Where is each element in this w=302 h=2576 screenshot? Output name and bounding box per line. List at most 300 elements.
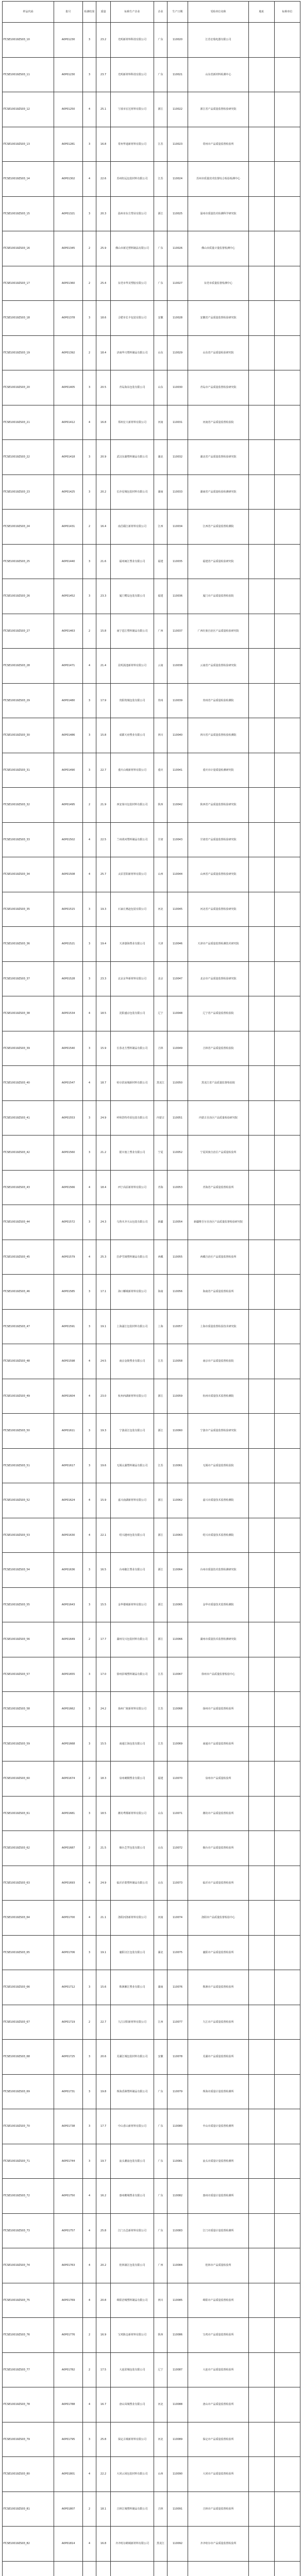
table-cell: ITCSE10019ZS03_65 — [3, 1935, 54, 1970]
table-cell: 18.5 — [96, 996, 111, 1031]
table-cell: 汕头潮汕包装有限公司 — [111, 2144, 154, 2179]
table-cell: ITCSE10019ZS03_17 — [3, 266, 54, 301]
table-cell: 110024 — [167, 162, 188, 197]
table-cell: 宝鸡市产品质量监督检验所 — [188, 2318, 249, 2353]
table-cell — [249, 1448, 275, 1483]
table-cell: 3 — [83, 1657, 96, 1692]
table-cell: 山西 — [154, 857, 167, 892]
table-cell: 110061 — [167, 1448, 188, 1483]
table-row — [3, 1100, 300, 1136]
column-header: 标称生产企业 — [111, 2, 154, 23]
table-cell — [249, 2283, 275, 2318]
table-cell: A0P01757 — [54, 2213, 83, 2248]
column-header: 标称单位 — [275, 2, 300, 23]
table-cell: ITCSE10019ZS03_48 — [3, 1344, 54, 1379]
table-cell: A0P01763 — [54, 2248, 83, 2283]
table-row — [3, 1622, 300, 1657]
table-row — [3, 961, 300, 996]
table-cell: 大连市产品质量监督检验所 — [188, 2352, 249, 2387]
table-cell: A0P01360 — [54, 266, 83, 301]
table-cell — [275, 2457, 300, 2492]
table-cell: 四川 — [154, 2283, 167, 2318]
table-cell: 南京金陵塑业有限公司 — [111, 1344, 154, 1379]
table-row — [3, 1031, 300, 1066]
table-cell: 3 — [83, 927, 96, 962]
table-cell: 3 — [83, 544, 96, 579]
table-cell: 福建省产品质量检验研究院 — [188, 544, 249, 579]
table-cell: 潍坊鸢都新材料有限公司 — [111, 1796, 154, 1831]
table-cell — [275, 1309, 300, 1344]
table-cell: 内蒙古自治区产品质量检验研究院 — [188, 1100, 249, 1136]
table-cell: 4 — [83, 2248, 96, 2283]
table-cell: 110029 — [167, 335, 188, 370]
table-cell — [275, 1622, 300, 1657]
table-cell: 徐州彭城塑料制品有限公司 — [111, 1657, 154, 1692]
table-cell: 3 — [83, 1935, 96, 1970]
table-cell: 甘肃省产品质量监督检验研究院 — [188, 822, 249, 857]
table-cell — [275, 1866, 300, 1901]
table-cell: 3 — [83, 127, 96, 162]
table-cell: 110062 — [167, 1483, 188, 1518]
table-cell: 江苏 — [154, 127, 167, 162]
table-cell: A0P01700 — [54, 1901, 83, 1936]
table-cell: ITCSE10019ZS03_23 — [3, 474, 54, 510]
table-cell — [249, 2422, 275, 2457]
table-row — [3, 683, 300, 718]
table-row — [3, 2318, 300, 2353]
table-cell: 22.5 — [96, 822, 111, 857]
table-cell — [275, 23, 300, 58]
table-cell: 2 — [83, 788, 96, 823]
table-cell: 16.9 — [96, 2318, 111, 2353]
table-cell: 17.1 — [96, 1275, 111, 1310]
table-cell: 天津 — [154, 927, 167, 962]
table-cell: A0P01687 — [54, 1831, 83, 1866]
table-row — [3, 2144, 300, 2179]
table-cell: 110089 — [167, 2422, 188, 2457]
table-cell — [249, 1796, 275, 1831]
table-cell: A0P01534 — [54, 996, 83, 1031]
table-cell — [275, 683, 300, 718]
table-cell: A0P01668 — [54, 1726, 83, 1761]
table-cell: ITCSE10019ZS03_29 — [3, 683, 54, 718]
table-cell: 东莞市质量监督检测中心 — [188, 266, 249, 301]
table-cell — [249, 510, 275, 545]
table-cell: 16.5 — [96, 1553, 111, 1588]
table-cell — [249, 892, 275, 927]
table-cell: 宁波市产品质量监督检验研究院 — [188, 1414, 249, 1449]
table-cell: 湖北省产品质量监督检验研究院 — [188, 440, 249, 475]
table-cell: ITCSE10019ZS03_40 — [3, 1066, 54, 1101]
table-cell: 山东 — [154, 1796, 167, 1831]
table-cell: 太原晋阳新材料有限公司 — [111, 857, 154, 892]
table-cell: 22.7 — [96, 2005, 111, 2040]
table-cell: 天津渤海塑业有限公司 — [111, 927, 154, 962]
table-cell: 110022 — [167, 92, 188, 127]
table-cell: 广东 — [154, 266, 167, 301]
table-cell — [275, 1100, 300, 1136]
table-cell: 陕西省产品质量监督检验研究院 — [188, 788, 249, 823]
table-cell: 110020 — [167, 23, 188, 58]
table-cell: ITCSE10019ZS03_41 — [3, 1100, 54, 1136]
table-cell: 广西 — [154, 2248, 167, 2283]
table-cell — [249, 1100, 275, 1136]
table-cell: 110025 — [167, 196, 188, 231]
table-row — [3, 335, 300, 370]
table-cell: A0P01693 — [54, 1866, 83, 1901]
table-cell — [249, 1344, 275, 1379]
table-cell: 广东 — [154, 2144, 167, 2179]
table-cell: 贵州 — [154, 683, 167, 718]
table-cell: 九江浔阳新材料有限公司 — [111, 2005, 154, 2040]
table-cell: 苏州市质量技术监督综合检验检测中心 — [188, 162, 249, 197]
table-row — [3, 2527, 300, 2562]
table-cell: 4 — [83, 1170, 96, 1205]
table-cell: 山东 — [154, 335, 167, 370]
table-cell: 19.6 — [96, 1448, 111, 1483]
table-cell: 110040 — [167, 718, 188, 753]
table-cell — [249, 2248, 275, 2283]
table-cell: 110063 — [167, 1518, 188, 1553]
table-cell: A0P01795 — [54, 2422, 83, 2457]
table-cell: 江苏 — [154, 1726, 167, 1761]
table-cell — [249, 1622, 275, 1657]
table-cell: 福州闽江塑业有限公司 — [111, 544, 154, 579]
table-cell: ITCSE10019ZS03_12 — [3, 92, 54, 127]
table-cell: 22.6 — [96, 162, 111, 197]
table-cell: 15.9 — [96, 1031, 111, 1066]
table-cell: 2 — [83, 266, 96, 301]
table-cell: 中山香山新材料有限公司 — [111, 2109, 154, 2144]
table-cell: A0P01431 — [54, 510, 83, 545]
table-cell: 25.8 — [96, 2422, 111, 2457]
table-row — [3, 440, 300, 475]
column-header: 质量 — [96, 2, 111, 23]
table-cell: 宁波甬江包装有限公司 — [111, 1414, 154, 1449]
table-cell: 110070 — [167, 1761, 188, 1797]
table-cell: 上海 — [154, 1309, 167, 1344]
table-cell: A0P01463 — [54, 614, 83, 649]
table-cell: 石家庄燕赵包装有限公司 — [111, 892, 154, 927]
table-cell: 无锡太湖塑料制品有限公司 — [111, 1448, 154, 1483]
table-cell — [275, 1518, 300, 1553]
table-cell: 4 — [83, 2527, 96, 2562]
table-cell: 16.8 — [96, 127, 111, 162]
table-cell: 吉林省产品质量监督检验院 — [188, 1031, 249, 1066]
table-cell: 泉州市产品质量检验所 — [188, 1761, 249, 1797]
table-cell: 3 — [83, 753, 96, 788]
table-cell: 3 — [83, 1031, 96, 1066]
table-cell: 3 — [83, 370, 96, 405]
table-cell: 浙江 — [154, 1379, 167, 1414]
table-cell: 吉林江城塑料制品有限公司 — [111, 2492, 154, 2527]
table-cell: ITCSE10019ZS03_73 — [3, 2213, 54, 2248]
table-cell: 珠海市质量计量监督检测所 — [188, 2074, 249, 2109]
table-cell: 15.5 — [96, 1587, 111, 1622]
table-cell: 4 — [83, 649, 96, 684]
table-row — [3, 1483, 300, 1518]
table-cell: 汕头市质量计量监督检测所 — [188, 2144, 249, 2179]
table-row — [3, 822, 300, 857]
column-header: 企业 — [154, 2, 167, 23]
table-cell: 3 — [83, 1970, 96, 2005]
table-cell: 3 — [83, 1205, 96, 1240]
table-cell: A0P01662 — [54, 1692, 83, 1727]
table-cell — [275, 2040, 300, 2075]
table-row — [3, 753, 300, 788]
table-cell: 15.8 — [96, 614, 111, 649]
table-cell: 2 — [83, 2492, 96, 2527]
table-cell: 3 — [83, 301, 96, 336]
table-cell: 15.9 — [96, 1483, 111, 1518]
table-cell: 苏州恒远包装材料有限公司 — [111, 162, 154, 197]
table-cell: 16.8 — [96, 2527, 111, 2562]
table-cell: 成都天府塑业有限公司 — [111, 718, 154, 753]
table-cell: 杭州西湖新材料有限公司 — [111, 1379, 154, 1414]
table-cell: 16.8 — [96, 405, 111, 440]
table-row — [3, 162, 300, 197]
table-cell: 浙江 — [154, 1518, 167, 1553]
table-cell: 青海 — [154, 1170, 167, 1205]
table-cell: 福建 — [154, 579, 167, 614]
table-cell: 2 — [83, 2352, 96, 2387]
table-cell: ITCSE10019ZS03_63 — [3, 1866, 54, 1901]
table-cell: 新疆 — [154, 1205, 167, 1240]
table-cell: 4 — [83, 1379, 96, 1414]
table-cell: 110071 — [167, 1796, 188, 1831]
table-cell: 云南省产品质量监督检验研究院 — [188, 649, 249, 684]
table-cell: 17.7 — [96, 2109, 111, 2144]
table-cell: ITCSE10019ZS03_58 — [3, 1692, 54, 1727]
table-cell — [275, 1170, 300, 1205]
table-cell: 110066 — [167, 1622, 188, 1657]
table-cell: 110045 — [167, 892, 188, 927]
table-cell: 安徽 — [154, 2040, 167, 2075]
table-cell: A0P01521 — [54, 927, 83, 962]
table-cell: 110075 — [167, 1935, 188, 1970]
table-cell: 110036 — [167, 579, 188, 614]
table-cell: 南宁邕江塑料制品有限公司 — [111, 614, 154, 649]
table-cell — [275, 961, 300, 996]
table-cell: 宁波市宏达材料有限公司 — [111, 92, 154, 127]
table-cell: ITCSE10019ZS03_69 — [3, 2074, 54, 2109]
table-cell: 郑州宏大新材料有限公司 — [111, 405, 154, 440]
table-cell: ITCSE10019ZS03_78 — [3, 2387, 54, 2422]
table-cell — [275, 822, 300, 857]
table-row — [3, 1136, 300, 1171]
table-cell: 3 — [83, 1587, 96, 1622]
table-cell: 25.7 — [96, 857, 111, 892]
table-cell: ITCSE10019ZS03_34 — [3, 857, 54, 892]
table-cell: 长春北方塑料制品有限公司 — [111, 1031, 154, 1066]
table-cell: 山东省新材料检测中心 — [188, 57, 249, 92]
table-cell: 3 — [83, 196, 96, 231]
table-cell: ITCSE10019ZS03_71 — [3, 2144, 54, 2179]
table-cell — [275, 2492, 300, 2527]
table-cell: ITCSE10019ZS03_77 — [3, 2352, 54, 2387]
table-cell: 110053 — [167, 1170, 188, 1205]
table-cell: 110064 — [167, 1553, 188, 1588]
table-cell: A0P01440 — [54, 544, 83, 579]
table-cell — [249, 2040, 275, 2075]
table-cell — [275, 92, 300, 127]
table-cell — [275, 2005, 300, 2040]
table-cell: 2 — [83, 1831, 96, 1866]
table-cell — [275, 2387, 300, 2422]
table-cell: A0P01418 — [54, 440, 83, 475]
table-cell — [275, 196, 300, 231]
table-cell: 杭州市质量技术监督检测院 — [188, 1379, 249, 1414]
table-cell: 17.0 — [96, 1657, 111, 1692]
table-cell: A0P01579 — [54, 1240, 83, 1275]
table-cell: 芜湖市产品质量监督检验所 — [188, 2040, 249, 2075]
table-cell: A0P01681 — [54, 1796, 83, 1831]
table-cell: 19.3 — [96, 892, 111, 927]
table-cell — [275, 474, 300, 510]
table-cell: A0P01591 — [54, 1309, 83, 1344]
table-cell — [249, 788, 275, 823]
table-cell: 19.3 — [96, 1414, 111, 1449]
table-cell: A0P01281 — [54, 127, 83, 162]
table-row — [3, 718, 300, 753]
table-cell — [249, 1831, 275, 1866]
table-cell: 广东 — [154, 23, 167, 58]
table-cell: 110083 — [167, 2213, 188, 2248]
table-cell — [249, 2213, 275, 2248]
table-cell: 沈阳盛京包装有限公司 — [111, 996, 154, 1031]
table-cell — [249, 579, 275, 614]
table-cell: 合肥市长丰包装有限公司 — [111, 301, 154, 336]
table-cell — [249, 301, 275, 336]
table-cell — [275, 2179, 300, 2214]
table-cell: 浙江省产品质量监督检验研究院 — [188, 92, 249, 127]
table-cell — [249, 1205, 275, 1240]
table-cell: 110042 — [167, 788, 188, 823]
table-cell: 3 — [83, 892, 96, 927]
table-cell — [249, 2492, 275, 2527]
table-cell: A0P01624 — [54, 1483, 83, 1518]
table-cell: 拉萨雪域塑料制品有限公司 — [111, 1240, 154, 1275]
table-cell — [249, 1553, 275, 1588]
table-cell — [249, 1970, 275, 2005]
table-cell: 3 — [83, 2074, 96, 2109]
table-cell: 18.6 — [96, 301, 111, 336]
table-cell: 台州市质量技术监督检测研究院 — [188, 1553, 249, 1588]
table-cell: ITCSE10019ZS03_20 — [3, 370, 54, 405]
table-cell: ITCSE10019ZS03_76 — [3, 2318, 54, 2353]
table-cell: 桂林漓江包装有限公司 — [111, 2248, 154, 2283]
table-cell: 金华市质量技术监督检测院 — [188, 1587, 249, 1622]
table-cell: 上海浦江包装材料有限公司 — [111, 1309, 154, 1344]
table-cell — [249, 614, 275, 649]
table-cell: 110081 — [167, 2144, 188, 2179]
table-cell: 浙江 — [154, 92, 167, 127]
table-cell — [249, 1657, 275, 1692]
table-cell: 110078 — [167, 2040, 188, 2075]
table-cell: 3 — [83, 474, 96, 510]
table-cell: 25.3 — [96, 1240, 111, 1275]
table-cell: 江西 — [154, 510, 167, 545]
table-cell: 中山市质量计量监督检测所 — [188, 2109, 249, 2144]
table-cell: 23.7 — [96, 57, 111, 92]
table-cell: 青海省产品质量监督检验所 — [188, 1170, 249, 1205]
table-cell: 浙江 — [154, 1553, 167, 1588]
table-cell: ITCSE10019ZS03_60 — [3, 1761, 54, 1797]
table-cell: ITCSE10019ZS03_25 — [3, 544, 54, 579]
table-cell — [275, 162, 300, 197]
table-cell: 广东 — [154, 2109, 167, 2144]
table-cell: ITCSE10019ZS03_16 — [3, 231, 54, 266]
table-cell — [249, 1692, 275, 1727]
table-row — [3, 1761, 300, 1797]
table-cell: ITCSE10019ZS03_14 — [3, 162, 54, 197]
table-cell: 23.3 — [96, 579, 111, 614]
table-cell: 20.6 — [96, 2040, 111, 2075]
table-cell: 吉林 — [154, 2492, 167, 2527]
table-cell: 20.2 — [96, 474, 111, 510]
table-cell: ITCSE10019ZS03_53 — [3, 1518, 54, 1553]
table-cell: 洛阳河洛新材料有限公司 — [111, 1901, 154, 1936]
table-cell: 2 — [83, 2318, 96, 2353]
table-cell: A0P01486 — [54, 718, 83, 753]
table-cell: 2 — [83, 1761, 96, 1797]
table-cell: 福建 — [154, 1761, 167, 1797]
table-cell: 绍兴越州包装有限公司 — [111, 1518, 154, 1553]
table-cell — [249, 1136, 275, 1171]
table-cell: 浙江 — [154, 196, 167, 231]
table-cell — [275, 2213, 300, 2248]
table-cell: 2 — [83, 1622, 96, 1657]
table-cell: A0P01528 — [54, 961, 83, 996]
table-row — [3, 1935, 300, 1970]
table-cell: ITCSE10019ZS03_10 — [3, 23, 54, 58]
table-cell: 19.1 — [96, 1935, 111, 1970]
table-cell: 19.7 — [96, 2144, 111, 2179]
table-cell: 4 — [83, 2213, 96, 2248]
table-cell: 110088 — [167, 2387, 188, 2422]
table-cell: 四川 — [154, 718, 167, 753]
table-cell: 21.6 — [96, 544, 111, 579]
table-cell: 4 — [83, 1518, 96, 1553]
table-cell: 河北省产品质量监督检验研究院 — [188, 892, 249, 927]
table-cell: ITCSE10019ZS03_74 — [3, 2248, 54, 2283]
table-cell: 3 — [83, 2040, 96, 2075]
table-cell — [275, 1726, 300, 1761]
table-cell: 17.9 — [96, 683, 111, 718]
table-cell: 河北 — [154, 2387, 167, 2422]
table-cell: 3 — [83, 1414, 96, 1449]
table-cell — [249, 127, 275, 162]
table-cell: 北京 — [154, 961, 167, 996]
table-cell: ITCSE10019ZS03_68 — [3, 2040, 54, 2075]
table-cell: 2 — [83, 335, 96, 370]
table-cell: 3 — [83, 2422, 96, 2457]
table-cell: 河南 — [154, 1901, 167, 1936]
table-cell: 天津市产品质量监督检测技术研究院 — [188, 927, 249, 962]
table-cell: ITCSE10019ZS03_75 — [3, 2283, 54, 2318]
table-cell: ITCSE10019ZS03_26 — [3, 579, 54, 614]
table-row — [3, 649, 300, 684]
table-cell: 九江市产品质量监督检验所 — [188, 2005, 249, 2040]
table-row — [3, 1275, 300, 1310]
table-cell: 浙江 — [154, 1414, 167, 1449]
table-cell: A0P01480 — [54, 683, 83, 718]
document — [2, 1, 300, 2576]
table-cell: 江苏 — [154, 1448, 167, 1483]
table-cell: 海口椰城新材料有限公司 — [111, 1275, 154, 1310]
table-cell: A0P01572 — [54, 1205, 83, 1240]
table-cell: 武汉东湖塑料制品有限公司 — [111, 440, 154, 475]
